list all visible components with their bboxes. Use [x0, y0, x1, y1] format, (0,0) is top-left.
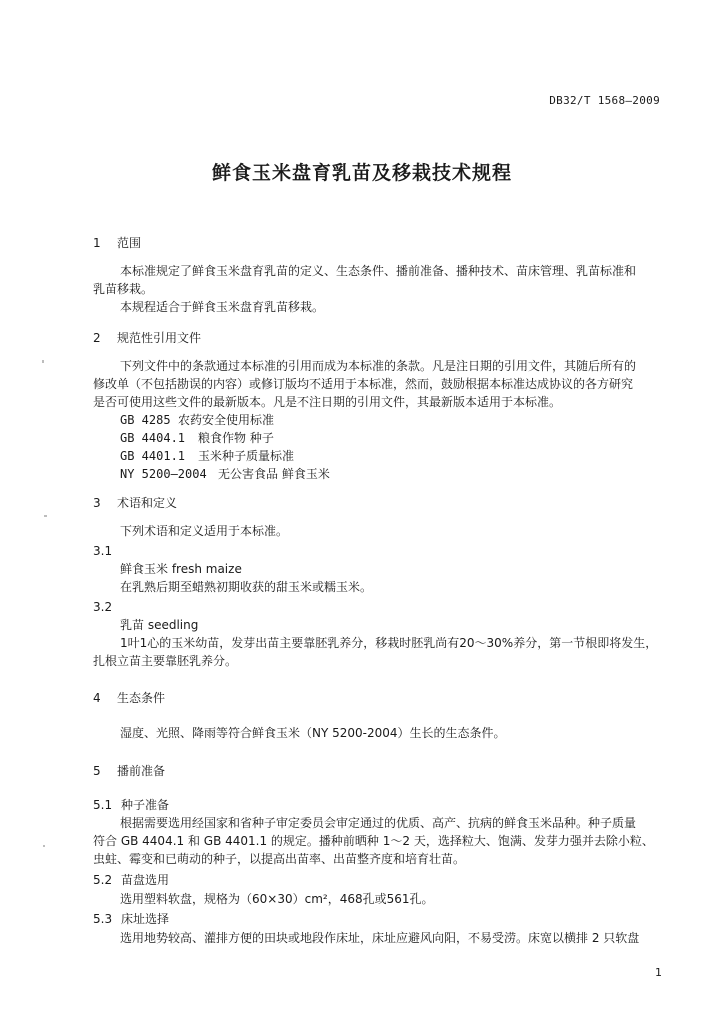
paragraph-line: 本规程适合于鲜食玉米盘育乳苗移栽。: [120, 300, 325, 314]
paragraph-line: 下列文件中的条款通过本标准的引用而成为本标准的条款。凡是注日期的引用文件，其随后所有的: [120, 359, 637, 373]
section-1-heading: [93, 235, 141, 251]
section-number: 5: [93, 764, 101, 778]
reference-name: 农药安全使用标准: [178, 413, 275, 427]
section-5-heading: [93, 763, 165, 779]
reference-item: [120, 448, 294, 464]
subsection-number: 5.3: [93, 912, 113, 926]
subsection-5-3-heading: [93, 911, 169, 927]
section-number: 2: [93, 331, 101, 345]
paragraph-line: 湿度、光照、降雨等符合鲜食玉米（NY 5200-2004）生长的生态条件。: [120, 726, 506, 740]
section-title: 播前准备: [117, 764, 166, 778]
reference-code: GB 4401.1: [120, 449, 186, 463]
term-number: 3.1: [93, 544, 113, 558]
scan-mark: [42, 360, 44, 363]
term-definition: 扎根立苗主要靠胚乳养分。: [93, 654, 238, 668]
subsection-5-1-heading: [93, 797, 169, 813]
term-number: 3.2: [93, 600, 113, 614]
paragraph-line: 下列术语和定义适用于本标准。: [120, 524, 289, 538]
scan-mark: [44, 515, 47, 517]
subsection-number: 5.2: [93, 873, 113, 887]
page-number: 1: [655, 966, 662, 979]
reference-code: GB 4285: [120, 413, 171, 427]
reference-name: 无公害食品 鲜食玉米: [218, 467, 330, 481]
section-title: 术语和定义: [117, 496, 178, 510]
section-title: 范围: [117, 236, 142, 250]
subsection-number: 5.1: [93, 798, 113, 812]
paragraph-line: 乳苗移栽。: [93, 282, 154, 296]
subsection-5-2-heading: [93, 872, 169, 888]
subsection-title: 种子准备: [121, 798, 170, 812]
paragraph-line: 虫蛀、霉变和已萌动的种子，以提高出苗率、出苗整齐度和培育壮苗。: [93, 852, 466, 866]
paragraph-line: 符合 GB 4404.1 和 GB 4401.1 的规定。播种前晒种 1～2 天，选择粒大、饱满、发芽力强并去除小粒、: [93, 834, 654, 848]
section-4-heading: [93, 690, 165, 706]
section-title: 规范性引用文件: [117, 331, 202, 345]
term-name: 乳苗 seedling: [120, 618, 199, 632]
term-definition: 1叶1心的玉米幼苗，发芽出苗主要靠胚乳养分，移栽时胚乳尚有20～30%养分，第一节根即将发生，: [120, 636, 658, 650]
paragraph-line: 选用地势较高、灌排方便的田块或地段作床址，床址应避风向阳，不易受涝。床宽以横排 2 只软盘: [120, 931, 640, 945]
section-2-heading: [93, 330, 201, 346]
document-title: 鲜食玉米盘育乳苗及移栽技术规程: [211, 162, 512, 184]
reference-item: [120, 412, 274, 428]
reference-name: 粮食作物 种子: [198, 431, 274, 445]
term-name: 鲜食玉米 fresh maize: [120, 562, 242, 576]
section-3-heading: [93, 495, 177, 511]
paragraph-line: 是否可使用这些文件的最新版本。凡是不注日期的引用文件，其最新版本适用于本标准。: [93, 395, 562, 409]
subsection-title: 床址选择: [121, 912, 170, 926]
paragraph-line: 修改单（不包括勘误的内容）或修订版均不适用于本标准，然而，鼓励根据本标准达成协议的各方研究: [93, 377, 634, 391]
paragraph-line: 根据需要选用经国家和省种子审定委员会审定通过的优质、高产、抗病的鲜食玉米品种。种子质量: [120, 816, 637, 830]
subsection-title: 苗盘选用: [121, 873, 170, 887]
reference-item: [120, 430, 274, 446]
paragraph-line: 本标准规定了鲜食玉米盘育乳苗的定义、生态条件、播前准备、播种技术、苗床管理、乳苗标准和: [120, 264, 637, 278]
term-definition: 在乳熟后期至蜡熟初期收获的甜玉米或糯玉米。: [120, 580, 373, 594]
section-number: 4: [93, 691, 101, 705]
paragraph-line: 选用塑料软盘，规格为（60×30）cm²，468孔或561孔。: [120, 892, 434, 906]
section-number: 1: [93, 236, 101, 250]
section-number: 3: [93, 496, 101, 510]
reference-code: GB 4404.1: [120, 431, 186, 445]
section-title: 生态条件: [117, 691, 166, 705]
reference-item: [120, 466, 330, 482]
reference-code: NY 5200—2004: [120, 467, 207, 481]
scan-mark: [43, 845, 45, 847]
reference-name: 玉米种子质量标准: [198, 449, 295, 463]
standard-code: DB32/T 1568—2009: [549, 94, 660, 107]
